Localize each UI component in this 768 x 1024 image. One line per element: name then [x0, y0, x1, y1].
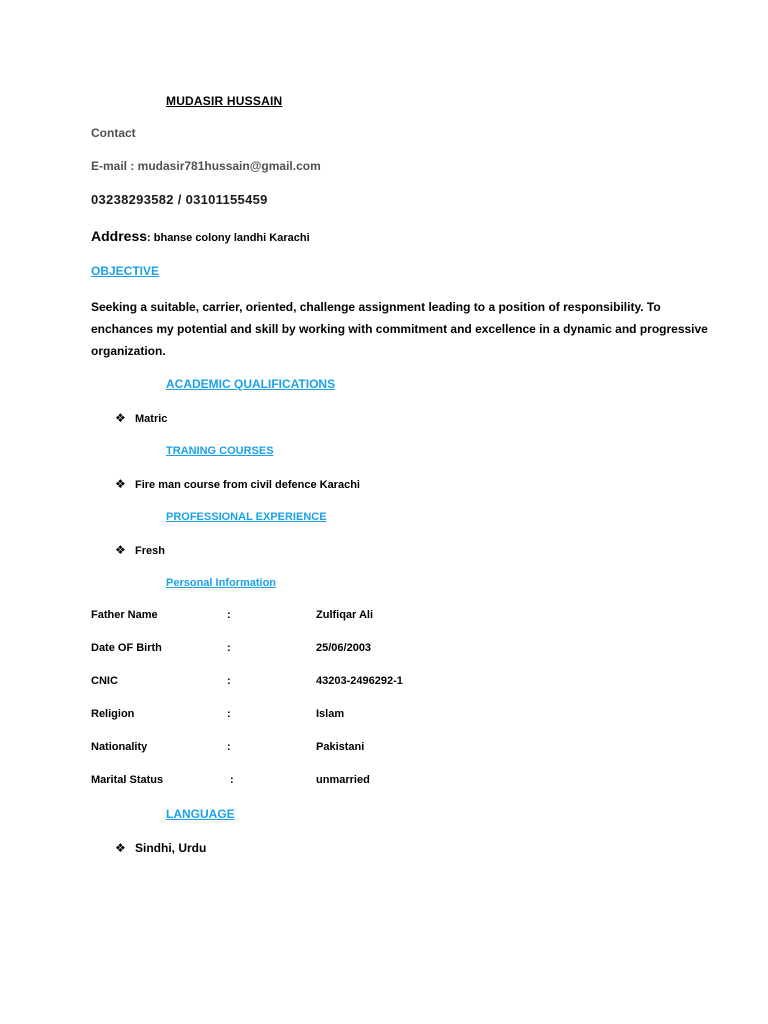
info-key: Nationality: [91, 741, 148, 753]
list-item: [115, 543, 165, 557]
email-line: E-mail : mudasir781hussain@gmail.com: [91, 159, 321, 173]
address-label: Address: [91, 228, 148, 244]
info-sep: :: [227, 708, 231, 720]
info-key: Father Name: [91, 609, 158, 621]
info-sep: :: [230, 774, 234, 786]
info-value: 43203-2496292-1: [316, 675, 403, 687]
diamond-bullet-icon: ❖: [115, 543, 126, 557]
info-sep: :: [227, 609, 231, 621]
diamond-bullet-icon: ❖: [115, 411, 126, 425]
address-line: [91, 228, 310, 244]
info-value: unmarried: [316, 774, 370, 786]
personal-heading: Personal Information: [166, 577, 277, 589]
professional-heading: PROFESSIONAL EXPERIENCE: [166, 511, 327, 523]
language-item: Sindhi, Urdu: [135, 841, 207, 855]
diamond-bullet-icon: ❖: [115, 477, 126, 491]
training-heading: TRANING COURSES: [166, 445, 274, 457]
phone-line: 03238293582 / 03101155459: [91, 192, 268, 207]
list-item: [115, 477, 360, 491]
info-value: Islam: [316, 708, 345, 720]
diamond-bullet-icon: ❖: [115, 841, 126, 855]
professional-item: Fresh: [135, 545, 165, 557]
address-value: : bhanse colony landhi Karachi: [147, 232, 310, 244]
info-key: Religion: [91, 708, 135, 720]
objective-text: Seeking a suitable, carrier, oriented, challenge assignment leading to a position of responsibility. To enchances my potential and skill by working with commitment and excellence in a dynamic and progressive organization.: [91, 300, 708, 358]
info-sep: :: [227, 741, 231, 753]
list-item: [115, 841, 206, 855]
info-value: Zulfiqar Ali: [316, 609, 374, 621]
info-key: Marital Status: [91, 774, 164, 786]
info-key: Date OF Birth: [91, 642, 162, 654]
info-value: Pakistani: [316, 741, 365, 753]
info-sep: :: [227, 642, 231, 654]
academic-item: Matric: [135, 413, 168, 425]
info-key: CNIC: [91, 675, 118, 687]
language-heading: LANGUAGE: [166, 807, 235, 821]
contact-label: Contact: [91, 126, 136, 140]
info-sep: :: [227, 675, 231, 687]
info-value: 25/06/2003: [316, 642, 372, 654]
training-item: Fire man course from civil defence Karachi: [135, 479, 360, 491]
objective-heading: OBJECTIVE: [91, 264, 160, 278]
list-item: [115, 411, 167, 425]
academic-heading: ACADEMIC QUALIFICATIONS: [166, 377, 336, 391]
resume-name: MUDASIR HUSSAIN: [166, 94, 283, 108]
